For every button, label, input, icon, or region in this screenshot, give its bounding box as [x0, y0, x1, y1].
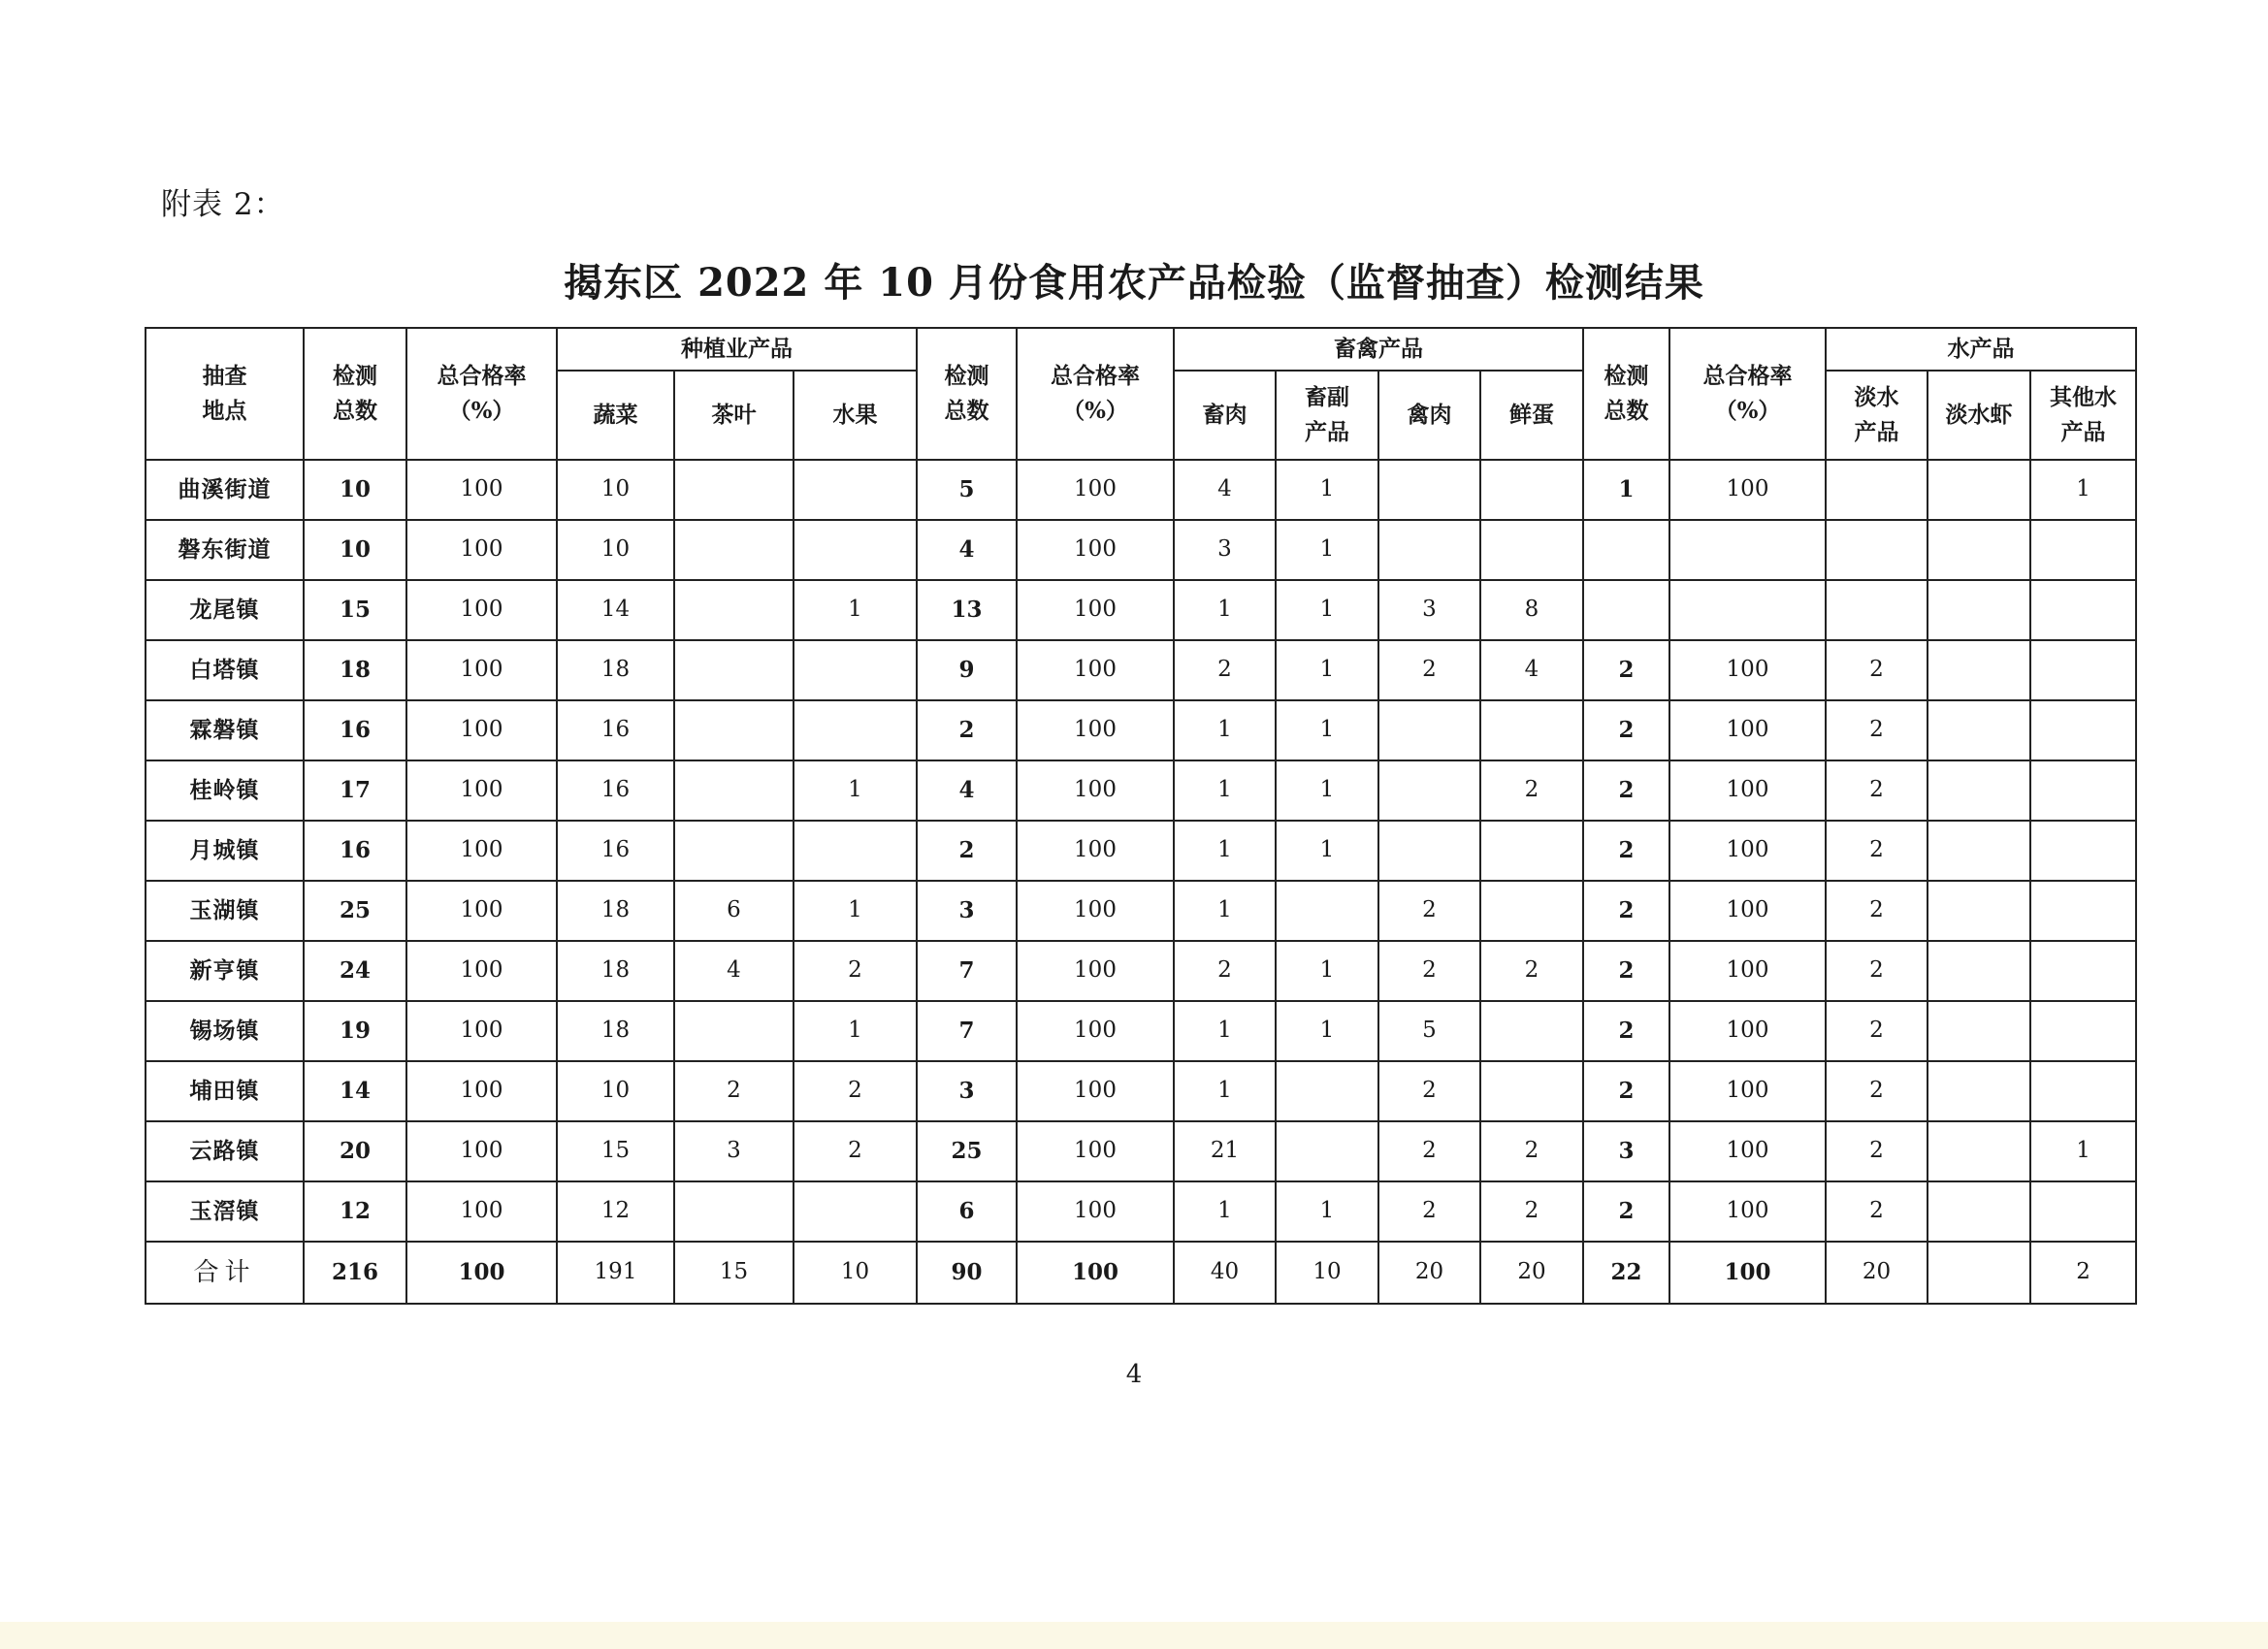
cell-other [2030, 1181, 2136, 1242]
cell-veg: 16 [557, 700, 674, 760]
cell-other [2030, 760, 2136, 821]
cell-tea [674, 760, 794, 821]
cell-shrimp [1928, 1001, 2030, 1061]
cell-meat: 1 [1174, 700, 1276, 760]
cell-a-total: 3 [1583, 1121, 1669, 1181]
cell-meat: 1 [1174, 1061, 1276, 1121]
cell-eggs [1480, 821, 1583, 881]
cell-loc: 云路镇 [146, 1121, 304, 1181]
cell-eggs: 2 [1480, 1121, 1583, 1181]
cell-tea: 4 [674, 941, 794, 1001]
cell-byprod: 10 [1276, 1242, 1378, 1304]
header-aquatic-test-total: 检测 总数 [1583, 328, 1669, 460]
cell-loc: 锡场镇 [146, 1001, 304, 1061]
cell-l-total: 25 [917, 1121, 1017, 1181]
cell-byprod [1276, 1061, 1378, 1121]
cell-p-rate: 100 [406, 1121, 557, 1181]
cell-tea [674, 1001, 794, 1061]
cell-loc: 月城镇 [146, 821, 304, 881]
cell-l-total: 6 [917, 1181, 1017, 1242]
cell-fw: 2 [1826, 1001, 1928, 1061]
cell-l-rate: 100 [1017, 460, 1174, 520]
table-row [146, 821, 2136, 881]
cell-loc: 霖磐镇 [146, 700, 304, 760]
cell-meat: 21 [1174, 1121, 1276, 1181]
header-other-aquatic: 其他水 产品 [2030, 371, 2136, 460]
cell-other [2030, 1061, 2136, 1121]
cell-poultry: 2 [1378, 1121, 1480, 1181]
cell-loc: 新亨镇 [146, 941, 304, 1001]
cell-a-rate: 100 [1669, 821, 1826, 881]
page-number: 4 [1125, 1360, 1143, 1389]
cell-shrimp [1928, 700, 2030, 760]
cell-tea [674, 1181, 794, 1242]
table-row [146, 941, 2136, 1001]
cell-byprod: 1 [1276, 580, 1378, 640]
cell-p-total: 16 [304, 700, 406, 760]
cell-a-rate: 100 [1669, 1181, 1826, 1242]
cell-p-total: 25 [304, 881, 406, 941]
header-planting-test-total: 检测 总数 [304, 328, 406, 460]
cell-a-rate: 100 [1669, 700, 1826, 760]
cell-poultry: 2 [1378, 1061, 1480, 1121]
cell-veg: 10 [557, 1061, 674, 1121]
cell-l-total: 2 [917, 700, 1017, 760]
cell-fruit: 1 [794, 760, 917, 821]
cell-p-total: 10 [304, 460, 406, 520]
header-livestock-meat: 畜肉 [1174, 371, 1276, 460]
cell-p-total: 24 [304, 941, 406, 1001]
cell-byprod: 1 [1276, 640, 1378, 700]
cell-loc: 龙尾镇 [146, 580, 304, 640]
cell-veg: 18 [557, 881, 674, 941]
cell-poultry: 2 [1378, 1181, 1480, 1242]
page-label: 附表 2： [161, 187, 285, 222]
cell-l-total: 2 [917, 821, 1017, 881]
cell-l-total: 3 [917, 1061, 1017, 1121]
cell-a-rate: 100 [1669, 881, 1826, 941]
cell-p-rate: 100 [406, 700, 557, 760]
cell-p-rate: 100 [406, 640, 557, 700]
cell-byprod: 1 [1276, 821, 1378, 881]
cell-veg: 10 [557, 460, 674, 520]
cell-fruit: 1 [794, 881, 917, 941]
cell-veg: 18 [557, 941, 674, 1001]
cell-p-total: 216 [304, 1242, 406, 1304]
cell-l-rate: 100 [1017, 1242, 1174, 1304]
header-tea: 茶叶 [674, 371, 794, 460]
cell-byprod [1276, 1121, 1378, 1181]
cell-a-rate: 100 [1669, 760, 1826, 821]
cell-eggs [1480, 700, 1583, 760]
cell-other [2030, 520, 2136, 580]
header-livestock-group: 畜禽产品 [1174, 328, 1583, 371]
cell-loc: 合计 [146, 1242, 304, 1304]
cell-veg: 12 [557, 1181, 674, 1242]
page-edge-tint [0, 1622, 2268, 1649]
cell-loc: 埔田镇 [146, 1061, 304, 1121]
cell-other: 1 [2030, 1121, 2136, 1181]
cell-shrimp [1928, 941, 2030, 1001]
cell-poultry [1378, 821, 1480, 881]
header-fruit: 水果 [794, 371, 917, 460]
cell-tea [674, 520, 794, 580]
header-poultry-meat: 禽肉 [1378, 371, 1480, 460]
cell-a-total: 2 [1583, 881, 1669, 941]
cell-fruit: 1 [794, 580, 917, 640]
cell-poultry: 20 [1378, 1242, 1480, 1304]
cell-fw: 2 [1826, 1181, 1928, 1242]
cell-l-total: 4 [917, 760, 1017, 821]
table-row [146, 1061, 2136, 1121]
cell-meat: 4 [1174, 460, 1276, 520]
cell-fw: 2 [1826, 1061, 1928, 1121]
cell-byprod: 1 [1276, 520, 1378, 580]
cell-poultry: 2 [1378, 640, 1480, 700]
cell-shrimp [1928, 580, 2030, 640]
cell-fw: 2 [1826, 881, 1928, 941]
cell-meat: 3 [1174, 520, 1276, 580]
cell-meat: 1 [1174, 881, 1276, 941]
cell-fruit: 2 [794, 1121, 917, 1181]
cell-loc: 曲溪街道 [146, 460, 304, 520]
table-body [146, 460, 2136, 1304]
cell-a-rate: 100 [1669, 460, 1826, 520]
table-row [146, 640, 2136, 700]
cell-l-rate: 100 [1017, 821, 1174, 881]
cell-veg: 191 [557, 1242, 674, 1304]
cell-a-total: 1 [1583, 460, 1669, 520]
cell-other [2030, 821, 2136, 881]
cell-fw: 2 [1826, 700, 1928, 760]
cell-shrimp [1928, 1242, 2030, 1304]
cell-l-total: 3 [917, 881, 1017, 941]
cell-meat: 1 [1174, 821, 1276, 881]
table-row [146, 700, 2136, 760]
cell-p-total: 19 [304, 1001, 406, 1061]
cell-shrimp [1928, 1061, 2030, 1121]
cell-eggs: 20 [1480, 1242, 1583, 1304]
cell-tea [674, 580, 794, 640]
cell-other [2030, 640, 2136, 700]
cell-p-rate: 100 [406, 1001, 557, 1061]
cell-meat: 2 [1174, 640, 1276, 700]
cell-poultry: 2 [1378, 941, 1480, 1001]
cell-byprod [1276, 881, 1378, 941]
cell-a-total: 2 [1583, 1001, 1669, 1061]
cell-l-rate: 100 [1017, 941, 1174, 1001]
cell-l-total: 4 [917, 520, 1017, 580]
table-total-row [146, 1242, 2136, 1304]
cell-poultry [1378, 460, 1480, 520]
cell-byprod: 1 [1276, 941, 1378, 1001]
cell-other: 1 [2030, 460, 2136, 520]
cell-l-rate: 100 [1017, 1001, 1174, 1061]
cell-other [2030, 881, 2136, 941]
header-vegetables: 蔬菜 [557, 371, 674, 460]
cell-p-rate: 100 [406, 1242, 557, 1304]
cell-tea [674, 640, 794, 700]
cell-veg: 18 [557, 640, 674, 700]
cell-l-total: 7 [917, 1001, 1017, 1061]
cell-a-rate: 100 [1669, 640, 1826, 700]
header-freshwater-shrimp: 淡水虾 [1928, 371, 2030, 460]
cell-fruit: 10 [794, 1242, 917, 1304]
cell-p-rate: 100 [406, 460, 557, 520]
cell-l-rate: 100 [1017, 1121, 1174, 1181]
cell-shrimp [1928, 1181, 2030, 1242]
cell-a-total: 2 [1583, 640, 1669, 700]
cell-loc: 白塔镇 [146, 640, 304, 700]
table-row [146, 1121, 2136, 1181]
document-title: 揭东区 2022 年 10 月份食用农产品检验（监督抽查）检测结果 [564, 260, 1704, 306]
cell-eggs [1480, 520, 1583, 580]
cell-a-total: 2 [1583, 1181, 1669, 1242]
cell-eggs: 2 [1480, 941, 1583, 1001]
cell-fruit: 2 [794, 941, 917, 1001]
table-row [146, 760, 2136, 821]
cell-eggs [1480, 460, 1583, 520]
cell-eggs: 4 [1480, 640, 1583, 700]
cell-tea: 2 [674, 1061, 794, 1121]
cell-p-total: 12 [304, 1181, 406, 1242]
cell-l-rate: 100 [1017, 640, 1174, 700]
cell-a-rate [1669, 580, 1826, 640]
cell-eggs [1480, 1061, 1583, 1121]
cell-a-rate: 100 [1669, 1061, 1826, 1121]
cell-poultry [1378, 520, 1480, 580]
cell-eggs [1480, 881, 1583, 941]
cell-fruit [794, 520, 917, 580]
cell-loc: 磐东街道 [146, 520, 304, 580]
cell-shrimp [1928, 881, 2030, 941]
cell-meat: 1 [1174, 1181, 1276, 1242]
cell-fw [1826, 520, 1928, 580]
cell-eggs [1480, 1001, 1583, 1061]
cell-fw: 20 [1826, 1242, 1928, 1304]
table-row [146, 520, 2136, 580]
cell-p-total: 10 [304, 520, 406, 580]
results-table [145, 327, 2137, 1305]
cell-meat: 2 [1174, 941, 1276, 1001]
cell-meat: 1 [1174, 1001, 1276, 1061]
header-freshwater-products: 淡水 产品 [1826, 371, 1928, 460]
cell-poultry: 2 [1378, 881, 1480, 941]
cell-other [2030, 1001, 2136, 1061]
cell-fw: 2 [1826, 941, 1928, 1001]
cell-a-total: 2 [1583, 700, 1669, 760]
cell-a-total: 2 [1583, 1061, 1669, 1121]
cell-fruit [794, 1181, 917, 1242]
cell-veg: 16 [557, 821, 674, 881]
cell-fruit [794, 640, 917, 700]
cell-p-rate: 100 [406, 1181, 557, 1242]
cell-p-rate: 100 [406, 1061, 557, 1121]
cell-a-rate [1669, 520, 1826, 580]
header-planting-pass-rate: 总合格率 （%） [406, 328, 557, 460]
cell-p-rate: 100 [406, 821, 557, 881]
cell-loc: 玉湖镇 [146, 881, 304, 941]
cell-a-total [1583, 580, 1669, 640]
cell-shrimp [1928, 460, 2030, 520]
cell-fruit: 2 [794, 1061, 917, 1121]
cell-l-rate: 100 [1017, 1181, 1174, 1242]
cell-l-rate: 100 [1017, 881, 1174, 941]
cell-tea [674, 460, 794, 520]
cell-fw: 2 [1826, 821, 1928, 881]
cell-byprod: 1 [1276, 1001, 1378, 1061]
cell-p-rate: 100 [406, 881, 557, 941]
cell-fruit [794, 700, 917, 760]
cell-meat: 40 [1174, 1242, 1276, 1304]
cell-l-total: 13 [917, 580, 1017, 640]
header-livestock-byproducts: 畜副 产品 [1276, 371, 1378, 460]
cell-shrimp [1928, 760, 2030, 821]
table-row [146, 460, 2136, 520]
cell-eggs: 8 [1480, 580, 1583, 640]
cell-tea [674, 821, 794, 881]
cell-fw [1826, 580, 1928, 640]
cell-p-total: 16 [304, 821, 406, 881]
cell-poultry [1378, 700, 1480, 760]
cell-eggs: 2 [1480, 1181, 1583, 1242]
cell-poultry: 3 [1378, 580, 1480, 640]
cell-a-rate: 100 [1669, 941, 1826, 1001]
cell-shrimp [1928, 1121, 2030, 1181]
cell-shrimp [1928, 821, 2030, 881]
cell-l-rate: 100 [1017, 520, 1174, 580]
cell-fruit [794, 460, 917, 520]
cell-a-rate: 100 [1669, 1242, 1826, 1304]
cell-p-rate: 100 [406, 760, 557, 821]
cell-tea: 6 [674, 881, 794, 941]
cell-veg: 14 [557, 580, 674, 640]
cell-poultry [1378, 760, 1480, 821]
cell-l-total: 9 [917, 640, 1017, 700]
cell-p-total: 17 [304, 760, 406, 821]
table-row [146, 881, 2136, 941]
cell-l-rate: 100 [1017, 1061, 1174, 1121]
cell-l-rate: 100 [1017, 580, 1174, 640]
cell-l-total: 5 [917, 460, 1017, 520]
cell-fw [1826, 460, 1928, 520]
cell-other [2030, 700, 2136, 760]
cell-p-total: 15 [304, 580, 406, 640]
cell-p-total: 14 [304, 1061, 406, 1121]
cell-l-rate: 100 [1017, 760, 1174, 821]
cell-l-total: 7 [917, 941, 1017, 1001]
cell-a-rate: 100 [1669, 1121, 1826, 1181]
cell-a-total: 22 [1583, 1242, 1669, 1304]
cell-tea: 15 [674, 1242, 794, 1304]
cell-other: 2 [2030, 1242, 2136, 1304]
cell-a-total: 2 [1583, 821, 1669, 881]
cell-fruit [794, 821, 917, 881]
cell-a-total [1583, 520, 1669, 580]
cell-veg: 10 [557, 520, 674, 580]
cell-tea: 3 [674, 1121, 794, 1181]
cell-p-rate: 100 [406, 580, 557, 640]
table-row [146, 1181, 2136, 1242]
header-aquatic-group: 水产品 [1826, 328, 2136, 371]
header-fresh-eggs: 鲜蛋 [1480, 371, 1583, 460]
header-livestock-pass-rate: 总合格率 （%） [1017, 328, 1174, 460]
cell-loc: 桂岭镇 [146, 760, 304, 821]
cell-meat: 1 [1174, 760, 1276, 821]
cell-a-total: 2 [1583, 941, 1669, 1001]
cell-other [2030, 941, 2136, 1001]
cell-byprod: 1 [1276, 700, 1378, 760]
cell-other [2030, 580, 2136, 640]
cell-l-total: 90 [917, 1242, 1017, 1304]
cell-meat: 1 [1174, 580, 1276, 640]
cell-a-total: 2 [1583, 760, 1669, 821]
cell-tea [674, 700, 794, 760]
cell-veg: 16 [557, 760, 674, 821]
cell-byprod: 1 [1276, 1181, 1378, 1242]
table-row [146, 1001, 2136, 1061]
cell-byprod: 1 [1276, 460, 1378, 520]
cell-shrimp [1928, 640, 2030, 700]
header-location: 抽查 地点 [146, 328, 304, 460]
cell-veg: 18 [557, 1001, 674, 1061]
cell-a-rate: 100 [1669, 1001, 1826, 1061]
cell-poultry: 5 [1378, 1001, 1480, 1061]
cell-fw: 2 [1826, 760, 1928, 821]
cell-p-rate: 100 [406, 520, 557, 580]
cell-p-rate: 100 [406, 941, 557, 1001]
cell-p-total: 18 [304, 640, 406, 700]
cell-p-total: 20 [304, 1121, 406, 1181]
header-planting-group: 种植业产品 [557, 328, 917, 371]
cell-veg: 15 [557, 1121, 674, 1181]
cell-fw: 2 [1826, 640, 1928, 700]
header-livestock-test-total: 检测 总数 [917, 328, 1017, 460]
cell-eggs: 2 [1480, 760, 1583, 821]
cell-fw: 2 [1826, 1121, 1928, 1181]
cell-byprod: 1 [1276, 760, 1378, 821]
cell-loc: 玉滘镇 [146, 1181, 304, 1242]
header-aquatic-pass-rate: 总合格率 （%） [1669, 328, 1826, 460]
table-row [146, 580, 2136, 640]
cell-fruit: 1 [794, 1001, 917, 1061]
cell-l-rate: 100 [1017, 700, 1174, 760]
cell-shrimp [1928, 520, 2030, 580]
